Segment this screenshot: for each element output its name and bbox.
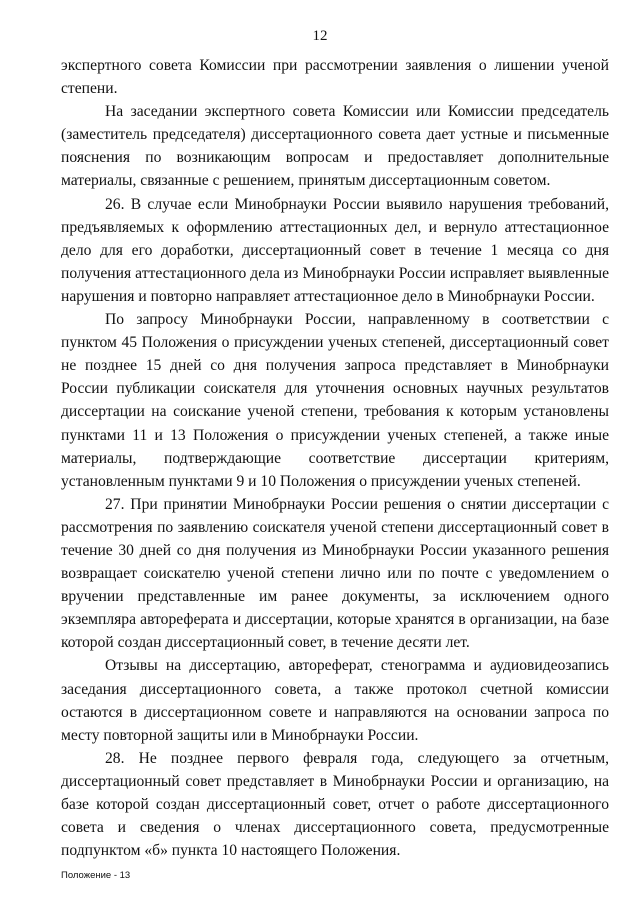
- paragraph-item-26: 26. В случае если Минобрнауки России выявило нарушения требований, предъявляемых к оформлению аттестационных дел, и вернуло аттестационное дело для его доработки, диссертационный совет в течение 1 месяца со дня получения аттестационного дела из Минобрнауки России исправляет выявленные нарушения и повторно направляет аттестационное дело в Минобрнауки России.: [61, 195, 609, 305]
- paragraph-continuation: экспертного совета Комиссии при рассмотрении заявления о лишении ученой степени.: [61, 57, 609, 98]
- page-footer: Положение - 13: [61, 870, 131, 881]
- document-body: [61, 54, 609, 862]
- page-number: 12: [312, 28, 328, 44]
- paragraph: Отзывы на диссертацию, автореферат, стенограмма и аудиовидеозапись заседания диссертационного совета, а также протокол счетной комиссии остаются в диссертационном совете и направляются на основании запроса по месту повторной защиты или в Минобрнауки России.: [61, 657, 609, 744]
- paragraph: По запросу Минобрнауки России, направленному в соответствии с пунктом 45 Положения о присуждении ученых степеней, диссертационный совет не позднее 15 дней со дня получения запроса представляет в Минобрнауки России публикации соискателя для уточнения основных научных результатов диссертации на соискание ученой степени, требования к которым установлены пунктами 11 и 13 Положения о присуждении ученых степеней, а также иные материалы, подтверждающие соответствие диссертации критериям, установленным пунктами 9 и 10 Положения о присуждении ученых степеней.: [61, 311, 609, 490]
- paragraph-item-28: 28. Не позднее первого февраля года, следующего за отчетным, диссертационный совет представляет в Минобрнауки России и организацию, на базе которой создан диссертационный совет, отчет о работе диссертационного совета и сведения о членах диссертационного совета, предусмотренные подпунктом «б» пункта 10 настоящего Положения.: [61, 749, 609, 860]
- paragraph: На заседании экспертного совета Комиссии или Комиссии председатель (заместитель председателя) диссертационного совета дает устные и письменные пояснения по возникающим вопросам и предоставляет дополнительные материалы, связанные с решением, принятым диссертационным советом.: [61, 103, 609, 190]
- paragraph-item-27: 27. При принятии Минобрнауки России решения о снятии диссертации с рассмотрения по заявлению соискателя ученой степени диссертационный совет в течение 30 дней со дня получения из Минобрнауки России указанного решения возвращает соискателю ученой степени лично или по почте с уведомлением о вручении представленные им ранее документы, за исключением одного экземпляра автореферата и диссертации, которые хранятся в организации, на базе которой создан диссертационный совет, в течение десяти лет.: [61, 495, 609, 652]
